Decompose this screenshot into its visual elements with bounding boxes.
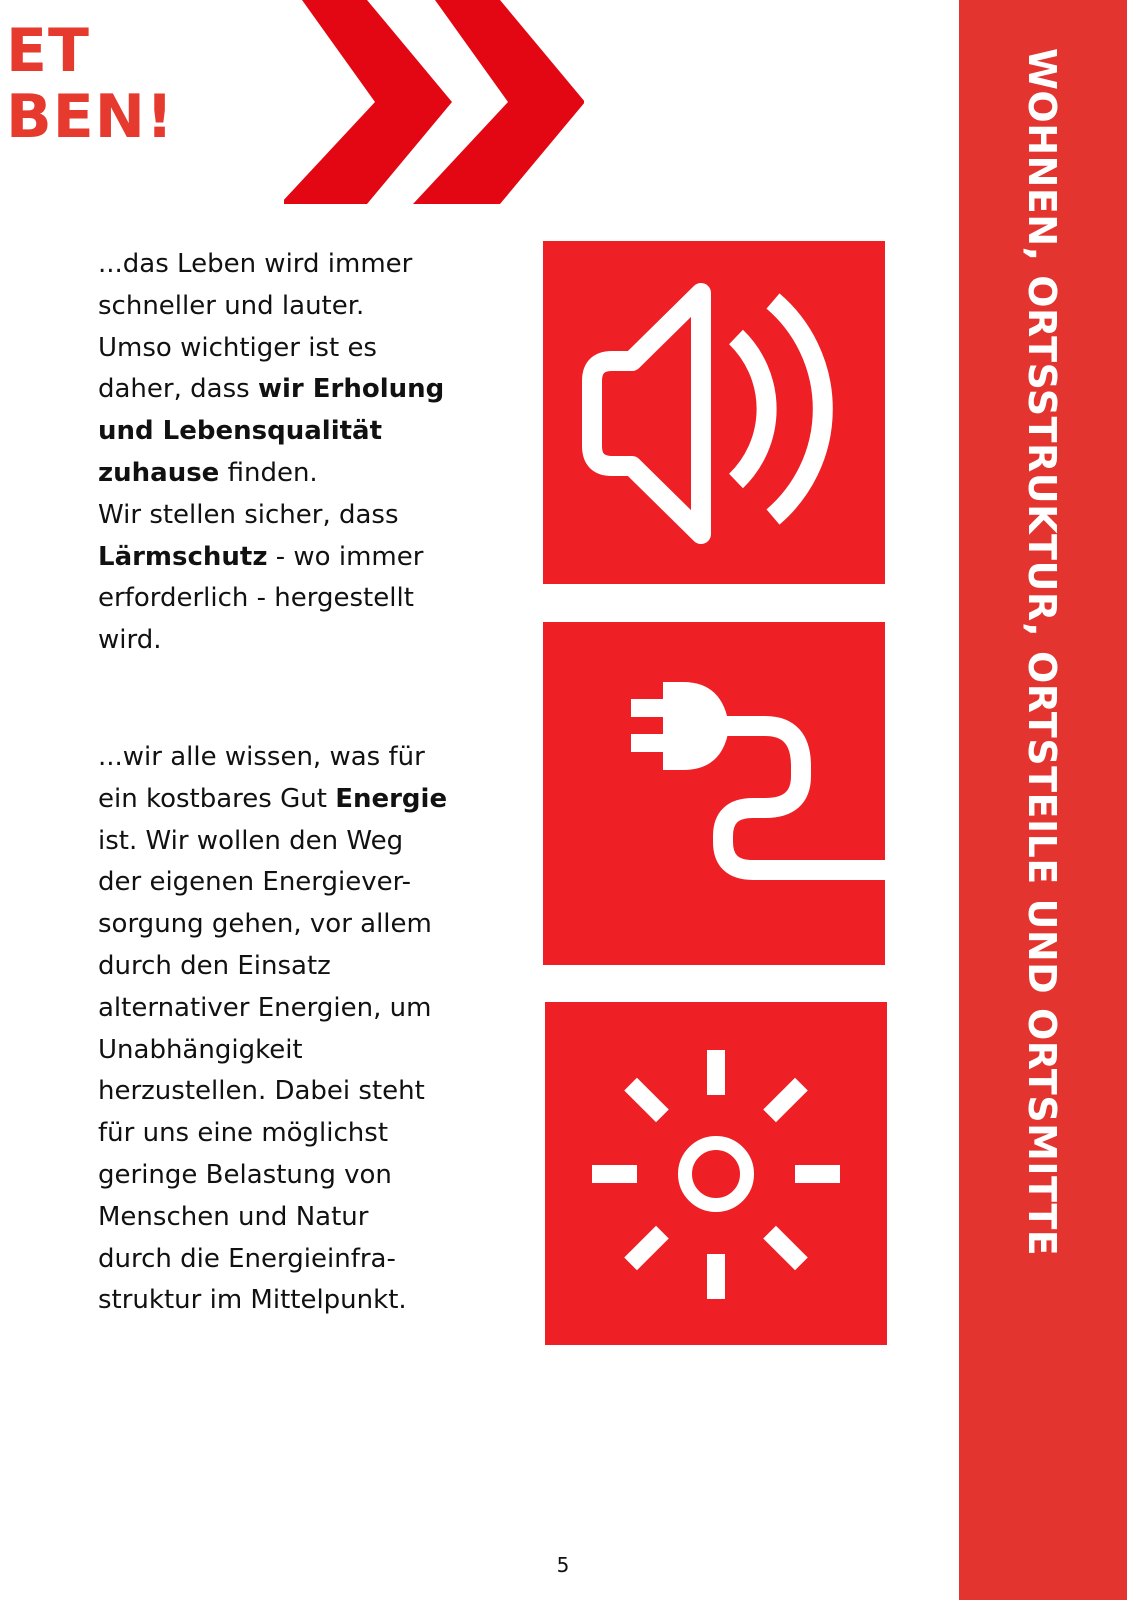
side-band-title: WOHNEN, ORTSSTRUKTUR, ORTSTEILE UND ORTSMITTE [1020,48,1064,1257]
text-line: wird. [98,625,162,656]
text-line [98,537,478,579]
energy-tile [543,622,885,965]
text-line: Umso wichtiger ist es [98,332,377,363]
sun-tile [545,1002,887,1345]
emphasis-text: zuhause [98,457,220,488]
sun-icon [545,1002,887,1345]
text-line: herzustellen. Dabei steht [98,1076,425,1107]
headline-line-2: BEN! [6,82,175,152]
text-line: Menschen und Natur [98,1201,369,1232]
text-line: ist. Wir wollen den Weg [98,825,404,856]
text-line: ...das Leben wird immer [98,249,413,279]
page-number: 5 [556,1553,570,1577]
text-line: ...wir alle wissen, was für [98,742,425,772]
headline-fragment [6,18,174,150]
text-line: Wir stellen sicher, dass [98,499,399,530]
text-fragment: ein kostbares Gut [98,783,336,814]
text-fragment: finden. [219,457,318,488]
text-line: geringe Belastung von [98,1159,392,1190]
text-line [98,369,478,411]
emphasis-text: Lärmschutz [98,541,268,572]
text-line: für uns eine möglichst [98,1118,389,1149]
text-line: struktur im Mittelpunkt. [98,1285,407,1316]
text-line: erforderlich - hergestellt [98,583,414,614]
speaker-icon [543,241,885,584]
emphasis-text: wir Erholung [257,374,445,405]
text-line [98,779,478,821]
paragraph-noise [98,244,478,662]
plug-icon [543,622,885,965]
headline-line-1: ET [6,16,90,86]
text-line: durch den Einsatz [98,950,331,981]
emphasis-text: und Lebensqualität [98,416,383,447]
noise-tile [543,241,885,584]
text-line: Unabhängigkeit [98,1034,303,1065]
text-fragment: - wo immer [267,541,424,572]
text-line: schneller und lauter. [98,290,365,321]
text-line [98,453,478,495]
text-line: sorgung gehen, vor allem [98,909,432,940]
text-line [98,411,478,453]
text-line: der eigenen Energiever- [98,867,412,898]
emphasis-text: Energie [335,783,448,814]
double-chevron-icon [284,0,584,204]
paragraph-energy [98,737,478,1322]
text-line: durch die Energieinfra- [98,1243,396,1274]
text-fragment: daher, dass [98,374,258,405]
text-line: alternativer Energien, um [98,992,432,1023]
